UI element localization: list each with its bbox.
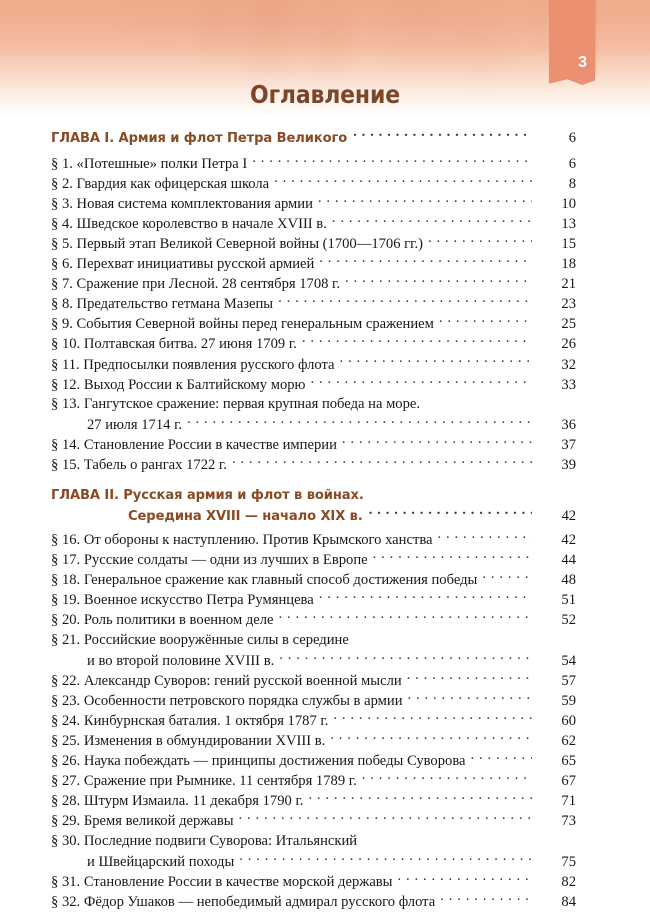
toc-row xyxy=(51,414,576,434)
toc-entry-label: § 21. Российские вооружённые силы в середине xyxy=(51,631,349,648)
toc-entry[interactable] xyxy=(51,213,576,233)
toc-entry-page-number: 67 xyxy=(561,773,576,790)
dot-leader xyxy=(330,730,532,745)
dot-leader xyxy=(319,590,532,605)
toc-entry-page-number: 82 xyxy=(561,873,576,890)
toc-row-continued xyxy=(51,486,576,506)
dot-leader xyxy=(407,670,532,685)
toc-entry-page-number: 23 xyxy=(561,296,576,313)
toc-entry-page-number: 21 xyxy=(561,276,576,293)
dot-leader xyxy=(279,610,533,625)
toc-entry-label: § 13. Гангутское сражение: первая крупная победа на море. xyxy=(51,396,421,413)
toc-entry-label: § 27. Сражение при Рымнике. 11 сентября 1789 г. xyxy=(51,773,357,790)
toc-entry-label: ГЛАВА II. Русская армия и флот в войнах. xyxy=(51,487,364,503)
toc-entry-page-number: 44 xyxy=(561,552,576,569)
toc-entry-label: 27 июля 1714 г. xyxy=(87,416,183,433)
toc-entry[interactable] xyxy=(51,274,576,294)
toc-row-continued xyxy=(51,831,576,851)
toc-entry-label: § 14. Становление России в качестве империи xyxy=(51,436,337,453)
toc-row xyxy=(51,233,576,253)
toc-entry[interactable] xyxy=(51,334,576,354)
toc-entry-label: § 2. Гвардия как офицерская школа xyxy=(51,175,270,192)
table-of-contents-list xyxy=(51,128,576,911)
toc-entry-page-number: 18 xyxy=(561,256,576,273)
dot-leader xyxy=(333,710,532,725)
toc-row xyxy=(51,193,576,213)
page-title: Оглавление xyxy=(250,80,400,109)
toc-entry-page-number: 10 xyxy=(561,195,576,212)
dot-leader xyxy=(302,334,532,349)
toc-entry-page-number: 52 xyxy=(561,612,576,629)
toc-entry-label: § 32. Фёдор Ушаков — непобедимый адмирал русского флота xyxy=(51,893,436,910)
dot-leader xyxy=(353,129,532,142)
toc-entry-page-number: 71 xyxy=(561,793,576,810)
toc-entry-label: § 22. Александр Суворов: гений русской военной мысли xyxy=(51,672,402,689)
toc-entry-label: § 4. Шведское королевство в начале XVIII в. xyxy=(51,215,327,232)
toc-entry[interactable] xyxy=(51,314,576,334)
toc-entry[interactable] xyxy=(51,610,576,630)
toc-row xyxy=(51,314,576,334)
toc-entry-page-number: 15 xyxy=(561,235,576,252)
dot-leader xyxy=(428,233,532,248)
dot-leader xyxy=(319,253,532,268)
toc-entry[interactable] xyxy=(51,253,576,273)
toc-chapter[interactable] xyxy=(51,486,576,526)
toc-entry-label: § 18. Генеральное сражение как главный способ достижения победы xyxy=(51,572,478,589)
toc-entry-label: § 7. Сражение при Лесной. 28 сентября 1708 г. xyxy=(51,276,341,293)
toc-row xyxy=(51,791,576,811)
toc-entry[interactable] xyxy=(51,630,576,670)
dot-leader xyxy=(440,891,532,906)
toc-row xyxy=(51,294,576,314)
toc-entry-page-number: 32 xyxy=(561,356,576,373)
toc-entry-page-number: 84 xyxy=(561,893,576,910)
toc-entry-page-number: 54 xyxy=(561,652,576,669)
toc-entry-label: § 19. Военное искусство Петра Румянцева xyxy=(51,592,314,609)
toc-entry-page-number: 48 xyxy=(561,572,576,589)
toc-row xyxy=(51,153,576,173)
toc-entry-page-number: 39 xyxy=(561,457,576,473)
toc-entry-page-number: 33 xyxy=(561,376,576,393)
toc-row xyxy=(51,710,576,730)
toc-entry[interactable] xyxy=(51,394,576,434)
toc-entry-page-number: 65 xyxy=(561,753,576,770)
dot-leader xyxy=(274,173,532,188)
toc-entry[interactable] xyxy=(51,434,576,454)
toc-row xyxy=(51,334,576,354)
toc-entry-page-number: 36 xyxy=(561,416,576,433)
toc-entry[interactable] xyxy=(51,710,576,730)
toc-row xyxy=(51,751,576,771)
toc-entry-label: § 9. События Северной войны перед генеральным сражением xyxy=(51,316,434,333)
dot-leader xyxy=(252,153,532,168)
toc-entry-page-number: 42 xyxy=(561,507,576,524)
page-number-tab xyxy=(549,0,595,76)
toc-row xyxy=(51,690,576,710)
toc-row xyxy=(51,851,576,871)
toc-entry-label: Середина XVIII — начало XIX в. xyxy=(128,508,363,524)
toc-entry-label: § 15. Табель о рангах 1722 г. xyxy=(51,457,227,473)
toc-entry[interactable] xyxy=(51,871,576,891)
toc-entry[interactable] xyxy=(51,233,576,253)
toc-entry[interactable] xyxy=(51,670,576,690)
toc-entry-page-number: 37 xyxy=(561,436,576,453)
toc-entry[interactable] xyxy=(51,811,576,831)
toc-entry[interactable] xyxy=(51,354,576,374)
toc-row xyxy=(51,610,576,630)
toc-entry[interactable] xyxy=(51,454,576,474)
dot-leader xyxy=(239,811,532,826)
toc-row xyxy=(51,454,576,474)
toc-entry-page-number: 60 xyxy=(561,712,576,729)
toc-entry-label: § 5. Первый этап Великой Северной войны (1700—1706 гг.) xyxy=(51,235,423,252)
toc-entry[interactable] xyxy=(51,831,576,871)
toc-row xyxy=(51,771,576,791)
toc-entry-label: § 8. Предательство гетмана Мазепы xyxy=(51,296,274,313)
toc-row xyxy=(51,570,576,590)
page-number: 3 xyxy=(578,54,587,71)
dot-leader xyxy=(345,274,532,289)
toc-entry[interactable] xyxy=(51,891,576,911)
toc-entry-page-number: 6 xyxy=(568,130,576,146)
toc-entry-page-number: 6 xyxy=(568,155,576,172)
dot-leader xyxy=(318,193,532,208)
toc-entry-label: § 12. Выход России к Балтийскому морю xyxy=(51,376,306,393)
toc-entry-page-number: 51 xyxy=(561,592,576,609)
toc-entry-label: ГЛАВА I. Армия и флот Петра Великого xyxy=(51,131,348,146)
dot-leader xyxy=(332,213,532,228)
toc-entry-label: § 1. «Потешные» полки Петра I xyxy=(51,155,248,172)
toc-entry-label: § 29. Бремя великой державы xyxy=(51,813,234,830)
dot-leader xyxy=(408,690,532,705)
toc-row xyxy=(51,128,576,148)
toc-entry-label: § 20. Роль политики в военном деле xyxy=(51,612,274,629)
dot-leader xyxy=(482,570,532,585)
toc-row-continued xyxy=(51,394,576,414)
toc-entry-page-number: 26 xyxy=(561,336,576,353)
toc-entry-page-number: 75 xyxy=(561,853,576,870)
toc-entry[interactable] xyxy=(51,153,576,173)
toc-entry-page-number: 13 xyxy=(561,215,576,232)
toc-entry-page-number: 8 xyxy=(568,175,576,192)
toc-chapter[interactable] xyxy=(51,128,576,148)
toc-row xyxy=(51,173,576,193)
toc-row xyxy=(51,670,576,690)
toc-entry-page-number: 42 xyxy=(561,532,576,549)
toc-entry-label: § 10. Полтавская битва. 27 июня 1709 г. xyxy=(51,336,297,353)
toc-entry-page-number: 57 xyxy=(561,672,576,689)
toc-entry-label: § 3. Новая система комплектования армии xyxy=(51,195,313,212)
dot-leader xyxy=(398,871,533,886)
dot-leader xyxy=(340,354,533,369)
toc-entry[interactable] xyxy=(51,374,576,394)
toc-row xyxy=(51,891,576,911)
dot-leader xyxy=(362,771,532,786)
toc-entry-label: § 23. Особенности петровского порядка службы в армии xyxy=(51,692,403,709)
toc-entry[interactable] xyxy=(51,791,576,811)
dot-leader xyxy=(369,506,532,519)
toc-entry[interactable] xyxy=(51,294,576,314)
toc-entry[interactable] xyxy=(51,751,576,771)
toc-entry[interactable] xyxy=(51,193,576,213)
toc-entry-label: § 28. Штурм Измаила. 11 декабря 1790 г. xyxy=(51,793,304,810)
dot-leader xyxy=(239,851,532,866)
toc-entry-label: § 25. Изменения в обмундировании XVIII в. xyxy=(51,733,326,750)
toc-row xyxy=(51,354,576,374)
dot-leader xyxy=(308,791,532,806)
toc-row xyxy=(51,253,576,273)
toc-row xyxy=(51,550,576,570)
toc-entry[interactable] xyxy=(51,730,576,750)
toc-row xyxy=(51,274,576,294)
dot-leader xyxy=(438,530,532,545)
dot-leader xyxy=(232,454,532,469)
toc-row xyxy=(51,730,576,750)
dot-leader xyxy=(310,374,532,389)
dot-leader xyxy=(278,294,532,309)
toc-entry-page-number: 59 xyxy=(561,692,576,709)
toc-entry-label: § 17. Русские солдаты — одни из лучших в Европе xyxy=(51,552,368,569)
toc-entry-label: § 30. Последние подвиги Суворова: Итальянский xyxy=(51,832,358,849)
toc-entry[interactable] xyxy=(51,771,576,791)
toc-entry-label: § 24. Кинбурнская баталия. 1 октября 1787 г. xyxy=(51,712,329,729)
toc-entry-label: и во второй половине XVIII в. xyxy=(87,652,275,669)
toc-entry-page-number: 62 xyxy=(561,733,576,750)
toc-row xyxy=(51,530,576,550)
dot-leader xyxy=(439,314,532,329)
toc-row xyxy=(51,650,576,670)
toc-row xyxy=(51,590,576,610)
dot-leader xyxy=(373,550,532,565)
toc-entry[interactable] xyxy=(51,173,576,193)
toc-entry-page-number: 73 xyxy=(561,813,576,830)
toc-row xyxy=(51,434,576,454)
dot-leader xyxy=(279,650,532,665)
toc-row xyxy=(51,506,576,526)
toc-entry-label: § 31. Становление России в качестве морской державы xyxy=(51,873,393,890)
toc-row xyxy=(51,811,576,831)
toc-entry[interactable] xyxy=(51,530,576,550)
toc-entry-page-number: 25 xyxy=(561,316,576,333)
toc-entry[interactable] xyxy=(51,550,576,570)
toc-entry[interactable] xyxy=(51,690,576,710)
toc-row xyxy=(51,374,576,394)
toc-entry-label: § 6. Перехват инициативы русской армией xyxy=(51,256,315,273)
toc-entry[interactable] xyxy=(51,570,576,590)
dot-leader xyxy=(187,414,532,429)
toc-entry-label: § 26. Наука побеждать — принципы достижения победы Суворова xyxy=(51,753,466,770)
toc-row xyxy=(51,213,576,233)
toc-entry[interactable] xyxy=(51,590,576,610)
dot-leader xyxy=(342,434,532,449)
toc-row-continued xyxy=(51,630,576,650)
toc-entry-label: и Швейцарский походы xyxy=(87,853,235,870)
toc-entry-label: § 16. От обороны к наступлению. Против Крымского ханства xyxy=(51,532,433,549)
toc-entry-label: § 11. Предпосылки появления русского флота xyxy=(51,356,335,373)
toc-row xyxy=(51,871,576,891)
dot-leader xyxy=(471,751,533,766)
